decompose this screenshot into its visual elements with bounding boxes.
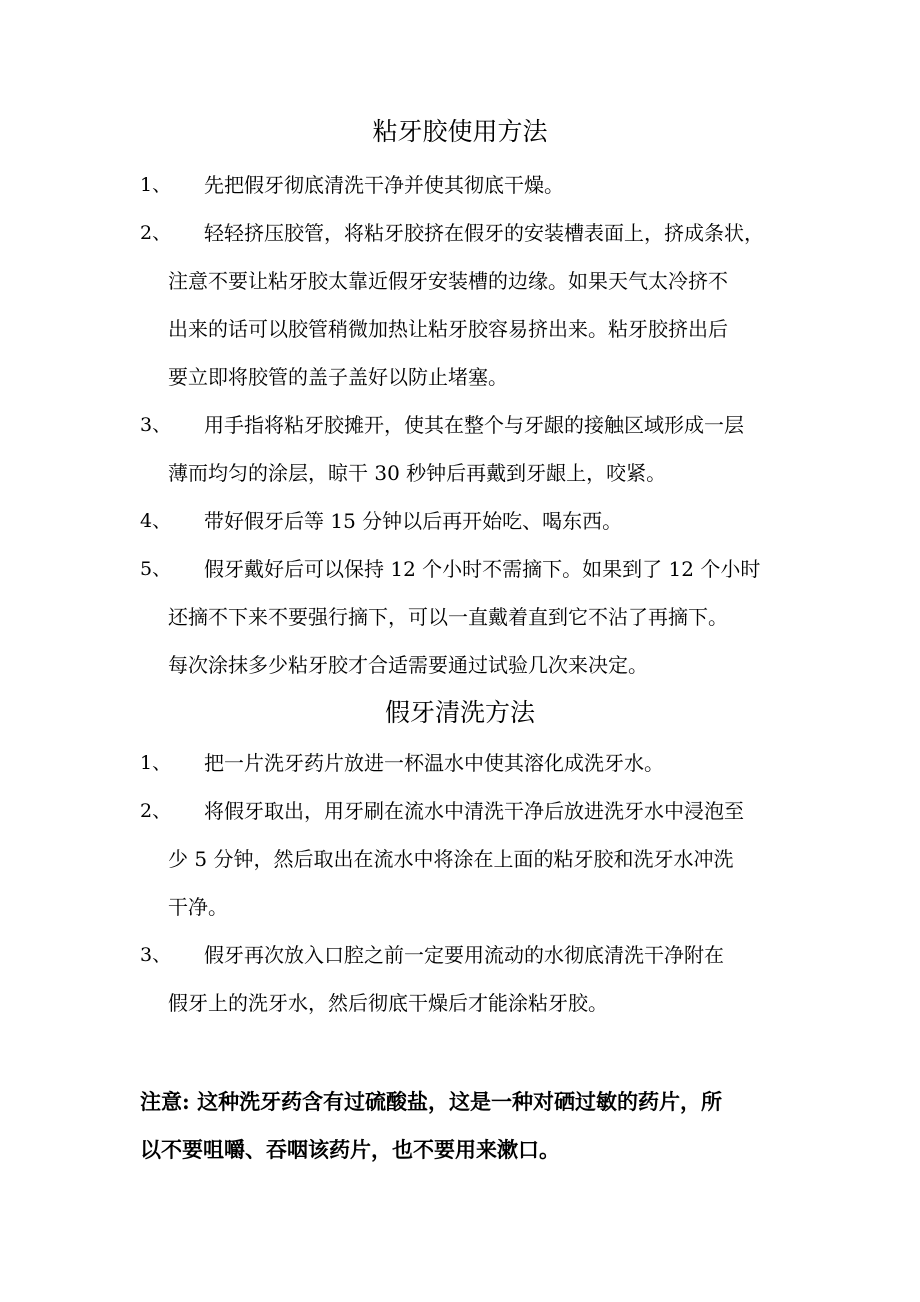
item-line: 干净。 xyxy=(168,895,228,919)
item-line: 轻轻挤压胶管，将粘牙胶挤在假牙的安装槽表面上，挤成条状， xyxy=(204,221,764,245)
item-number: 1、 xyxy=(140,752,172,774)
item-number: 2、 xyxy=(140,800,172,822)
item-number: 3、 xyxy=(140,944,172,966)
section-title-denture-cleaning: 假牙清洗方法 xyxy=(384,698,535,727)
warning-note-line: 以不要咀嚼、吞咽该药片，也不要用来漱口。 xyxy=(140,1137,560,1162)
item-line: 把一片洗牙药片放进一杯温水中使其溶化成洗牙水。 xyxy=(204,751,664,775)
item-line: 少 5 分钟，然后取出在流水中将涂在上面的粘牙胶和洗牙水冲洗 xyxy=(168,847,734,871)
item-line: 带好假牙后等 15 分钟以后再开始吃、喝东西。 xyxy=(204,509,623,533)
item-line: 用手指将粘牙胶摊开，使其在整个与牙龈的接触区域形成一层 xyxy=(204,413,744,437)
item-line: 假牙再次放入口腔之前一定要用流动的水彻底清洗干净附在 xyxy=(204,943,724,967)
item-number: 4、 xyxy=(140,510,172,532)
item-line: 假牙戴好后可以保持 12 个小时不需摘下。如果到了 12 个小时 xyxy=(204,557,761,581)
item-line: 将假牙取出，用牙刷在流水中清洗干净后放进洗牙水中浸泡至 xyxy=(204,799,744,823)
item-line: 出来的话可以胶管稍微加热让粘牙胶容易挤出来。粘牙胶挤出后 xyxy=(168,317,728,341)
item-number: 5、 xyxy=(140,558,172,580)
item-number: 2、 xyxy=(140,222,172,244)
item-number: 3、 xyxy=(140,414,172,436)
item-line: 每次涂抹多少粘牙胶才合适需要通过试验几次来决定。 xyxy=(168,653,648,677)
item-line: 薄而均匀的涂层，晾干 30 秒钟后再戴到牙龈上，咬紧。 xyxy=(168,461,667,485)
section-title-denture-adhesive: 粘牙胶使用方法 xyxy=(372,117,548,146)
item-line: 还摘不下来不要强行摘下，可以一直戴着直到它不沾了再摘下。 xyxy=(168,605,728,629)
warning-note-line: 注意: 这种洗牙药含有过硫酸盐，这是一种对硒过敏的药片，所 xyxy=(140,1089,723,1114)
item-number: 1、 xyxy=(140,174,172,196)
item-line: 先把假牙彻底清洗干净并使其彻底干燥。 xyxy=(204,173,564,197)
item-line: 注意不要让粘牙胶太靠近假牙安装槽的边缘。如果天气太冷挤不 xyxy=(168,269,728,293)
item-line: 要立即将胶管的盖子盖好以防止堵塞。 xyxy=(168,365,508,389)
item-line: 假牙上的洗牙水，然后彻底干燥后才能涂粘牙胶。 xyxy=(168,991,608,1015)
